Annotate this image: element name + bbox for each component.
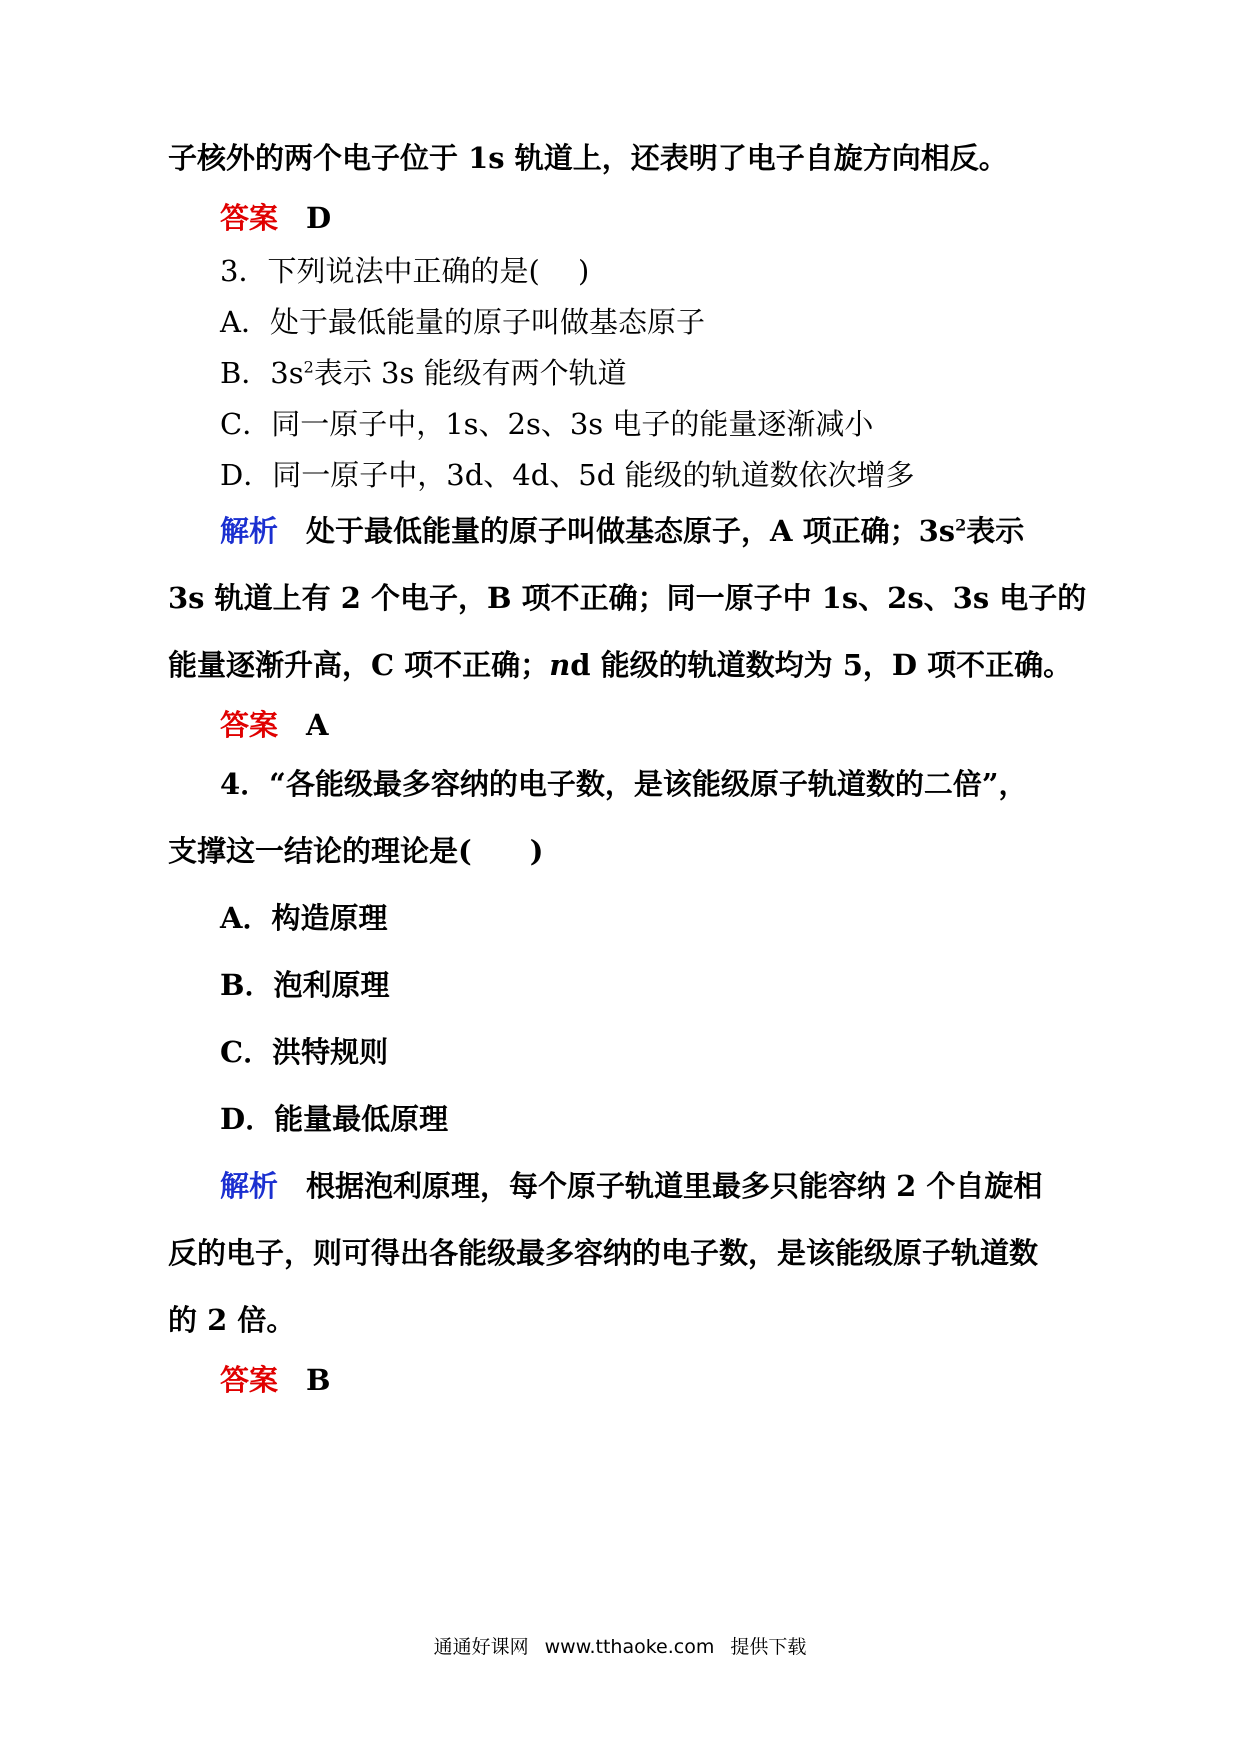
answer-value: A xyxy=(306,708,329,742)
q3-stem: 3．下列说法中正确的是( ) xyxy=(220,254,590,288)
page-footer xyxy=(0,1632,1240,1659)
answer-label: 答案 xyxy=(220,201,279,235)
q3-analysis-line2: 3s 轨道上有 2 个电子，B 项不正确；同一原子中 1s、2s、3s 电子的 xyxy=(168,581,1087,615)
answer-label: 答案 xyxy=(220,708,279,742)
q4-analysis-text: 根据泡利原理，每个原子轨道里最多只能容纳 2 个自旋相 xyxy=(306,1169,1043,1203)
q4-analysis-line1 xyxy=(220,1168,1042,1204)
answer-label: 答案 xyxy=(220,1363,279,1397)
q4-stem-line2: 支撑这一结论的理论是( ) xyxy=(168,834,544,868)
q3-analysis-text-b: 表示 xyxy=(966,514,1025,548)
analysis-label: 解析 xyxy=(220,514,279,548)
q3-analysis-line3-a: 能量逐渐升高，C 项不正确； xyxy=(168,648,550,682)
q4-answer xyxy=(220,1362,331,1398)
q3-answer xyxy=(220,707,329,743)
q4-option-c: C．洪特规则 xyxy=(220,1035,389,1069)
q2-answer xyxy=(220,200,331,236)
footer-suffix: 提供下载 xyxy=(730,1636,807,1658)
q4-stem-line1: 4．“各能级最多容纳的电子数，是该能级原子轨道数的二倍”， xyxy=(220,767,1028,801)
footer-url[interactable]: www.tthaoke.com xyxy=(544,1636,715,1658)
answer-value: D xyxy=(306,201,332,235)
q3-analysis-line3 xyxy=(168,647,1072,683)
q4-analysis-line3: 的 2 倍。 xyxy=(168,1303,296,1337)
q2-explanation-tail: 子核外的两个电子位于 1s 轨道上，还表明了电子自旋方向相反。 xyxy=(168,141,1008,175)
q3-option-c: C．同一原子中，1s、2s、3s 电子的能量逐渐减小 xyxy=(220,407,874,441)
q3-analysis-sup: 2 xyxy=(955,515,967,535)
q3-option-a: A．处于最低能量的原子叫做基态原子 xyxy=(220,305,705,339)
q3-analysis-text-a: 处于最低能量的原子叫做基态原子，A 项正确；3s xyxy=(306,514,956,548)
q3-analysis-line3-italic: n xyxy=(549,648,571,682)
q3-option-b-suffix: 表示 3s 能级有两个轨道 xyxy=(313,356,627,390)
footer-site-name: 通通好课网 xyxy=(433,1636,529,1658)
q3-analysis-line3-b: d 能级的轨道数均为 5，D 项不正确。 xyxy=(570,648,1073,682)
q4-option-a: A．构造原理 xyxy=(220,901,388,935)
q3-option-d: D．同一原子中，3d、4d、5d 能级的轨道数依次增多 xyxy=(220,458,915,492)
answer-value: B xyxy=(306,1363,331,1397)
q3-option-b xyxy=(220,355,627,391)
q3-analysis-line1 xyxy=(220,513,1024,549)
q3-option-b-prefix: B．3s xyxy=(220,356,304,390)
q4-option-b: B．泡利原理 xyxy=(220,968,390,1002)
q4-option-d: D．能量最低原理 xyxy=(220,1102,449,1136)
analysis-label: 解析 xyxy=(220,1169,279,1203)
q4-analysis-line2: 反的电子，则可得出各能级最多容纳的电子数，是该能级原子轨道数 xyxy=(168,1236,1039,1270)
q3-option-b-sup: 2 xyxy=(303,357,314,377)
